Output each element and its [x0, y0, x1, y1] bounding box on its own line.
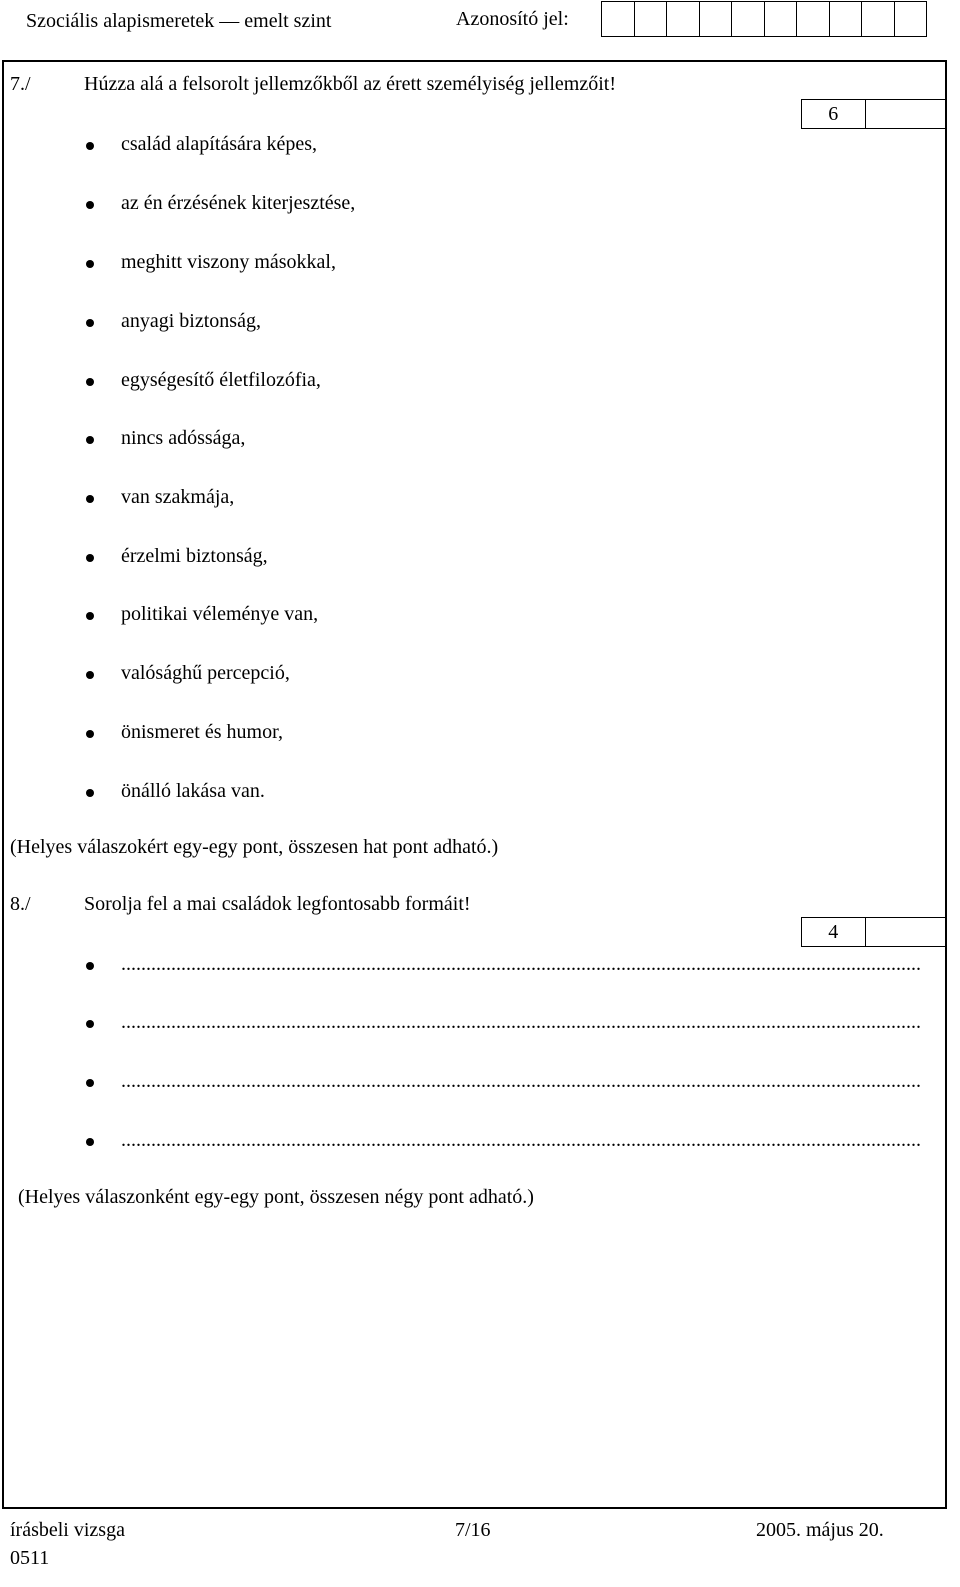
- bullet-icon: [86, 962, 94, 970]
- task7-number: 7./: [10, 73, 31, 95]
- footer-date: 2005. május 20.: [756, 1519, 884, 1541]
- list-item[interactable]: van szakmája,: [121, 486, 235, 508]
- list-item[interactable]: önálló lakása van.: [121, 780, 265, 802]
- id-box[interactable]: [666, 1, 700, 37]
- id-box[interactable]: [731, 1, 765, 37]
- task8-score-box: [801, 917, 946, 947]
- answer-line[interactable]: ................................................................................................................................................................: [121, 953, 921, 975]
- bullet-icon: [86, 495, 94, 503]
- bullet-icon: [86, 1138, 94, 1146]
- list-item[interactable]: érzelmi biztonság,: [121, 545, 268, 567]
- task7-scoring-note: (Helyes válaszokért egy-egy pont, összesen hat pont adható.): [10, 836, 499, 858]
- task8-scoring-note: (Helyes válaszonként egy-egy pont, összesen négy pont adható.): [18, 1186, 534, 1208]
- bullet-icon: [86, 1079, 94, 1087]
- task7-earned-points[interactable]: [866, 100, 945, 128]
- task8-question: Sorolja fel a mai családok legfontosabb formáit!: [84, 893, 471, 915]
- bullet-icon: [86, 142, 94, 150]
- bullet-icon: [86, 730, 94, 738]
- answer-line[interactable]: ................................................................................................................................................................: [121, 1070, 921, 1092]
- bullet-icon: [86, 260, 94, 268]
- id-box[interactable]: [764, 1, 798, 37]
- list-item[interactable]: egységesítő életfilozófia,: [121, 369, 321, 391]
- bullet-icon: [86, 436, 94, 444]
- bullet-icon: [86, 201, 94, 209]
- task8-max-points: 4: [802, 918, 866, 946]
- id-box[interactable]: [634, 1, 668, 37]
- id-box[interactable]: [829, 1, 863, 37]
- bullet-icon: [86, 789, 94, 797]
- footer-code: 0511: [10, 1547, 50, 1569]
- task7-score-box: [801, 99, 946, 129]
- list-item[interactable]: önismeret és humor,: [121, 721, 283, 743]
- list-item[interactable]: meghitt viszony másokkal,: [121, 251, 336, 273]
- bullet-icon: [86, 612, 94, 620]
- answer-line[interactable]: ................................................................................................................................................................: [121, 1129, 921, 1151]
- bullet-icon: [86, 319, 94, 327]
- list-item[interactable]: nincs adóssága,: [121, 427, 246, 449]
- list-item[interactable]: valósághű percepció,: [121, 662, 290, 684]
- bullet-icon: [86, 671, 94, 679]
- bullet-icon: [86, 1020, 94, 1028]
- task8-earned-points[interactable]: [866, 918, 945, 946]
- header-subject: Szociális alapismeretek — emelt szint: [26, 10, 332, 32]
- footer-exam-type: írásbeli vizsga: [10, 1519, 125, 1541]
- id-box[interactable]: [796, 1, 830, 37]
- list-item[interactable]: család alapítására képes,: [121, 133, 318, 155]
- id-boxes[interactable]: [602, 1, 927, 37]
- id-box[interactable]: [861, 1, 895, 37]
- task7-max-points: 6: [802, 100, 866, 128]
- answer-line[interactable]: ................................................................................................................................................................: [121, 1011, 921, 1033]
- id-box[interactable]: [894, 1, 928, 37]
- footer-page: 7/16: [455, 1519, 491, 1541]
- list-item[interactable]: politikai véleménye van,: [121, 603, 319, 625]
- bullet-icon: [86, 554, 94, 562]
- bullet-icon: [86, 378, 94, 386]
- id-box[interactable]: [699, 1, 733, 37]
- id-box[interactable]: [601, 1, 635, 37]
- list-item[interactable]: az én érzésének kiterjesztése,: [121, 192, 356, 214]
- list-item[interactable]: anyagi biztonság,: [121, 310, 261, 332]
- task8-number: 8./: [10, 893, 31, 915]
- task7-question: Húzza alá a felsorolt jellemzőkből az érett személyiség jellemzőit!: [84, 73, 616, 95]
- header-id-label: Azonosító jel:: [456, 8, 569, 30]
